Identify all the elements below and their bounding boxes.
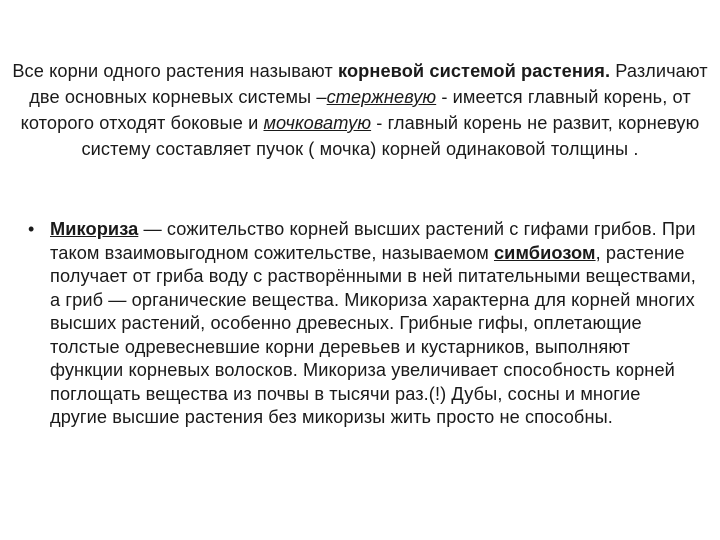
bullet-text-2: , растение получает от гриба воду с растворёнными в ней питательными веществами, а гриб — органические вещества. Микориза характерна для корней многих высших растений, особенно древесных. Грибные гифы, оплетающие толстые одревесневшие корни деревьев и кустарников, выполняют функции корневых волосков. Микориза увеличивает способность корней поглощать вещества из почвы в тысячи раз.(!) Дубы, сосны и многие другие высшие растения без микоризы жить просто не способны. [50,242,696,427]
term-fibrous: мочковатую [263,113,372,133]
mycorrhiza-bullet [28,218,696,430]
intro-text-4: - главный корень не развит, корневую систему составляет пучок ( мочка) корней одинаковой толщины . [81,113,700,159]
bullet-text-1: — сожительство корней высших растений с гифами грибов. При таком взаимовыгодном сожительстве, называемом [50,219,696,263]
intro-paragraph [6,58,714,162]
intro-text-1: Все корни одного растения называют [12,61,338,81]
intro-text-3: - имеется главный корень, от которого отходят боковые и [20,87,691,133]
bullet-paragraph [50,218,696,430]
bullet-point: • [28,219,35,239]
intro-text-2: Различают две основных корневых системы – [29,61,708,107]
term-root-system: корневой системой растения. [337,61,611,81]
term-symbiosis: симбиозом [493,242,596,263]
term-taproot: стержневую [326,87,437,107]
term-mycorrhiza: Микориза [50,219,139,239]
